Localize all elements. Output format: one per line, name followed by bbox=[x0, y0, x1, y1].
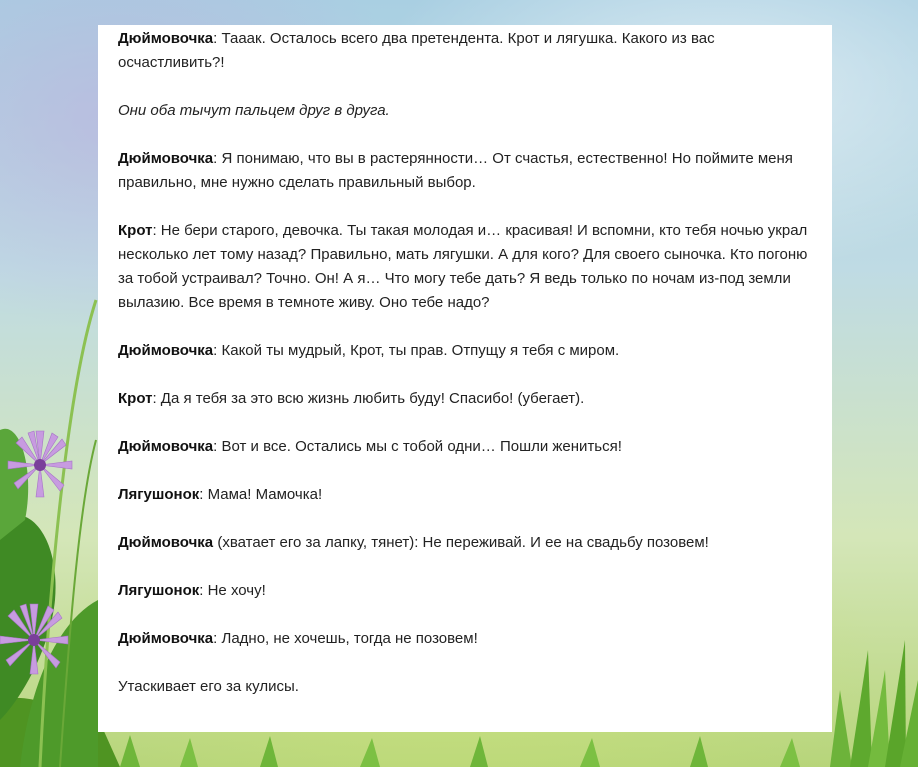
script-line bbox=[118, 27, 812, 75]
line-text: : Я понимаю, что вы в растерянности… От счастья, естественно! Но поймите меня правильно, мне нужно сделать правильный выбор. bbox=[118, 150, 793, 191]
script-line bbox=[118, 483, 812, 507]
line-text: : Да я тебя за это всю жизнь любить буду! Спасибо! (убегает). bbox=[152, 390, 585, 407]
line-text: : Не бери старого, девочка. Ты такая молодая и… красивая! И вспомни, кто тебя ночью украл несколько лет тому назад? Правильно, мать лягушки. А для кого? Для своего сыночка. Кто погоню за тобой устраивал? Точно. Он! А я… Что могу тебе дать? Я ведь только по ночам из-под земли вылазию. Все время в темноте живу. Оно тебе надо? bbox=[118, 222, 808, 311]
script-line bbox=[118, 435, 812, 459]
speaker-name: Дюймовочка bbox=[118, 342, 214, 359]
closing-stage-direction: Утаскивает его за кулисы. bbox=[118, 678, 299, 695]
left-plant bbox=[0, 300, 98, 767]
script-line bbox=[118, 387, 812, 411]
flower-lower bbox=[0, 604, 68, 674]
speaker-name: Дюймовочка bbox=[118, 150, 214, 167]
line-text: : Не хочу! bbox=[199, 582, 266, 599]
script-text-panel bbox=[98, 25, 832, 732]
speaker-name: Лягушонок bbox=[118, 582, 200, 599]
speaker-name: Крот bbox=[118, 222, 153, 239]
script-line bbox=[118, 339, 812, 363]
stage-direction: Они оба тычут пальцем друг в друга. bbox=[118, 102, 390, 119]
line-text: : Ладно, не хочешь, тогда не позовем! bbox=[213, 630, 478, 647]
script-line bbox=[118, 627, 812, 651]
line-text: (хватает его за лапку, тянет): Не переживай. И ее на свадьбу позовем! bbox=[213, 534, 709, 551]
line-text: : Какой ты мудрый, Крот, ты прав. Отпущу я тебя с миром. bbox=[213, 342, 620, 359]
script-line bbox=[118, 219, 812, 315]
line-text: : Мама! Мамочка! bbox=[199, 486, 323, 503]
script-line bbox=[118, 579, 812, 603]
line-text: : Вот и все. Остались мы с тобой одни… Пошли жениться! bbox=[213, 438, 622, 455]
script-line bbox=[118, 147, 812, 195]
speaker-name: Лягушонок bbox=[118, 486, 200, 503]
speaker-name: Дюймовочка bbox=[118, 438, 214, 455]
speaker-name: Дюймовочка bbox=[118, 630, 214, 647]
script-line bbox=[118, 531, 812, 555]
line-text: : Тааак. Осталось всего два претендента. Крот и лягушка. Какого из вас осчастливить?! bbox=[118, 30, 715, 71]
speaker-name: Дюймовочка bbox=[118, 30, 214, 47]
speaker-name: Крот bbox=[118, 390, 153, 407]
speaker-name: Дюймовочка bbox=[118, 534, 214, 551]
